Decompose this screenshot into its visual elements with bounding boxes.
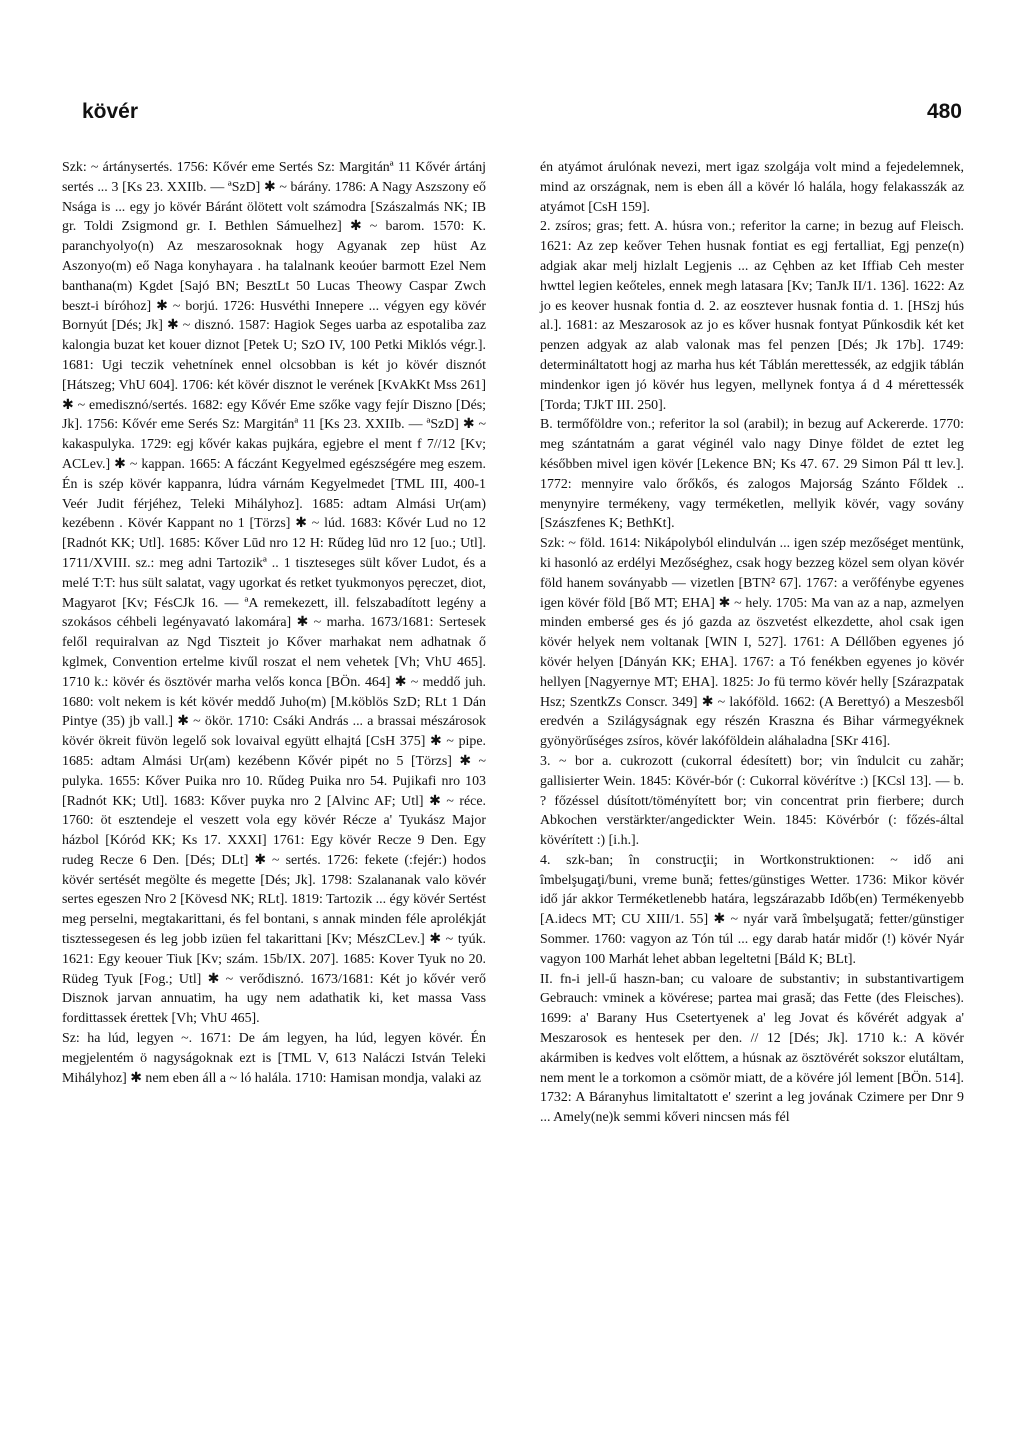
entry-paragraph: én atyámot árulónak nevezi, mert igaz szolgája volt mind a fejedelemnek, mind az országnak, nem is eben áll a kövér ló halála, hogy felakasszák az atyámot [CsH 159]. xyxy=(540,160,964,215)
entry-paragraph: 3. ~ bor a. cukrozott (cukorral édesített) bor; vin îndulcit cu zahăr; gallisierter Wein. 1845: Kövér-bór (: Cukorral kövérítve :) [KCsl 13]. — b. ? főzéssel dúsított/töményített bor; vin concentrat prin fierbere; durch Abkochen verstärkter/angedickter Wein. 1845: Kövérbór (: főzés-által kövérített :) [i.h.]. xyxy=(540,753,964,849)
running-headword: kövér xyxy=(82,100,139,123)
entry-paragraph: Szk: ~ föld. 1614: Nikápolyból elindulván ... igen szép mezőséget mentünk, ki hasonló az erdélyi Mezőséghez, csak hogy bezzeg közel sem olyan kövér föld hanem soványabb — vizetlen [BTN² 67]. 1767: a verőfénybe egyenes igen kövér föld [Bő MT; EHA] ✱ ~ hely. 1705: Ma van az a nap, azmelyen minden embersé ges és jó gazda az öszvetést elkezdette, ahol csak igen kövér helyek nem voltanak [WIN I, 527]. 1761: A Déllőben egyenes jó kövér helyen [Dányán KK; EHA]. 1767: a Tó fenékben egyenes jo kövér hellyen [Nagyernye MT; EHA]. 1825: Jo fü termo kövér helly [Szárazpatak Hsz; SzentkZs Conscr. 349] ✱ ~ lakóföld. 1662: (A Berettyó) a Meszesből eredvén a Szilágyságnak egy részén Kraszna és Bihar vármegyéknek gyönyörűséges zsíros, kövér lakóföldein aláhaladna [SKr 416]. xyxy=(540,536,964,750)
entry-paragraph: II. fn-i jell-ű haszn-ban; cu valoare de substantiv; in substantivartigem Gebrauch: vminek a kövérese; partea mai grasă; das Fette (des Fleisches). 1699: a' Barany Hus Csetertyenek a' leg Jovat és kővérét adgyak a' Meszarosok es hentesek per den. // 12 [Dés; Jk]. 1710 k.: A kövér akármiben is kedves volt előttem, a húsnak az ösztövérét sokszor elutáltam, nem ment le a torkomon a csömör miatt, de a kövére jól lement [BÖn. 514]. 1732: A Báranyhus limitaltatott e' szerint a leg jovának Czimere per Dnr 9 ... Amely(ne)k semmi kőveri nincsen más fél xyxy=(540,971,964,1126)
page-header xyxy=(82,100,962,140)
entry-paragraph: B. termőföldre von.; referitor la sol (arabil); in bezug auf Ackererde. 1770: meg szántatnám a garat véginél valo nagy Dinye földet de eztet leg későbben mivel igen kövér [Lekence BN; Ks 47. 67. 29 Simon Pál tt lev.]. 1772: mennyire valo őrőkős, és zalogos Majorság Szánto Főldek .. menynyire termékeny, vagy terméketlen, mellyik kövér, vagy sovány [Szászfenes K; BethKt]. xyxy=(540,417,964,532)
entry-paragraph: 4. szk-ban; în construcţii; in Wortkonstruktionen: ~ idő ani îmbelşugaţi/buni, vreme bună; fettes/günstiges Wetter. 1736: Mikor kövér idő jár akkor Terméketlenebb határa, legszárazabb Időb(en) Termékenyebb [A.idecs MT; CU XIII/1. 55] ✱ ~ nyár vară îmbelşugată; fetter/günstiger Sommer. 1760: vagyon az Tón túl ... egy darab határ midőr (!) kövér Nyár vagyon 100 Marhát lehet abban legeltetni [Báld K; BLt]. xyxy=(540,852,964,967)
left-column xyxy=(62,158,486,1088)
entry-paragraph: Sz: ha lúd, legyen ~. 1671: De ám legyen, ha lúd, legyen kövér. Én megjelentém ö nagyságoknak ezt is [TML V, 613 Naláczi István Teleki Mihályhoz] ✱ nem eben áll a ~ ló halála. 1710: Hamisan mondja, valaki az xyxy=(62,1031,486,1086)
right-column xyxy=(540,158,964,1128)
entry-paragraph: 2. zsíros; gras; fett. A. húsra von.; referitor la carne; in bezug auf Fleisch. 1621: Az zep keőver Tehen husnak fontiat es egj fertalliat, Egj penze(n) adgiak akar melj hizlalt Legjenis ... az Cęhben az ket Iffiab Ceh mester hwttel legien keőteles, ennek megh latasara [Kv; TanJk II/1. 136]. 1622: Az jo es keover husnak fontia d. 2. az eosztever husnak fontia d. 1. [HSzj hús al.]. 1681: az Meszarosok az jo es kőver husnak fontyat Pűnkosdik két ket penzen adgyak az alab valonak mas fel penzen [Dés; Jk 17b]. 1749: determináltatott hogj az marha hus két Táblán merettessék, az edgjik táblán mindenkor igen jó kövér hus legyen, mellynek fontya á d 4 mérettessék [Torda; TJkT III. 250]. xyxy=(540,219,964,413)
entry-paragraph: Szk: ~ ártánysertés. 1756: Kővér eme Sertés Sz: Margitánª 11 Kővér ártánj sertés ... 3 [Ks 23. XXIIb. — ªSzD] ✱ ~ bárány. 1786: A Nagy Aszszony eő Nsága is ... egy jo kövér Báránt ölötett volt számodra [Szászalmás NK; IB gr. Toldi Zsigmond gr. I. Bethlen Sámuelhez] ✱ ~ barom. 1570: K. paranchyolyo(n) Az meszarosoknak hogy Agyanak zep hüst Az Aszonyo(m) eő Naga konyhayara . ha talalnank keoúer barmott Ezel Nem banthana(m) Kgdet [Sajó BN; BesztLt 50 Lucas Theowy Caspar Zwch beszt-i bíróhoz] ✱ ~ borjú. 1726: Husvéthi Innepere ... végyen egy kövér Bornyút [Dés; Jk] ✱ ~ disznó. 1587: Hagiok Seges uarba az espotaliba zaz kalongia buzat ket kouer diznot [Petek U; SzO IV, 100 Petki Miklós végr.]. 1681: Ugi teczik vehetnínek ennel olcsobban is két jo kövér disznót [Hátszeg; VhU 604]. 1706: két kövér disznot le verének [KvAkKt Mss 261] ✱ ~ emedisznó/sertés. 1682: egy Kővér Eme szőke vagy fejír Diszno [Dés; Jk]. 1756: Kővér eme Serés Sz: Margitánª 11 [Ks 23. XXIIb. — ªSzD] ✱ ~ kakaspulyka. 1729: egj kővér kakas pujkára, egjebre el ment f 7//12 [Kv; ACLev.] ✱ ~ kappan. 1665: A fáczánt Kegyelmed egészségére meg eszem. Én is szép kövér kappanra, lúdra várnám Kegyelmedet [TML III, 400-1 Veér Judit férjéhez, Teleki Mihályhoz]. 1685: adtam Almási Ur(am) kezébenn . Kövér Kappant no 1 [Törzs] ✱ ~ lúd. 1683: Kővér Lud no 12 [Radnót KK; Utl]. 1685: Kőver Lūd nro 12 H: Rűdeg lūd nro 12 [uo.; Utl]. 1711/XVIII. sz.: meg adni Tartozikª .. 1 tiszteseges sült kőver Ludot, és a melé T:T: hus sült salatat, vagy ugorkat és retket tyukmonyos pęreczet, diot, Magyarot [Kv; FésCJk 16. — ªA remekezett, ill. felszabadított legény a szokásos céhbeli legényavató lakomára] ✱ ~ marha. 1673/1681: Sertesek felől requiralvan az Ngd Tiszteit jo Kőver marhakat nem adhatnak ő kglmek, Convention ertelme kivűl roszat el nem vehetek [Vh; VhU 465]. 1710 k.: kövér és ösztövér marha velős konca [BÖn. 464] ✱ ~ meddő juh. 1680: volt nekem is két kövér meddő Juho(m) [M.köblös SzD; RLt 1 Dán Pintye (35) jb vall.] ✱ ~ ökör. 1710: Csáki András ... a brassai mészárosok kövér ökreit füvön legelő sok lovaival együtt elhajtá [CsH 375] ✱ ~ pipe. 1685: adtam Almási Ur(am) kezébenn Kővér pipét no 5 [Törzs] ✱ ~ pulyka. 1655: Kőver Puika nro 10. Rűdeg Puika nro 54. Pujikafi nro 103 [Radnót KK; Utl]. 1683: Kőver puyka nro 2 [Alvinc AF; Utl] ✱ ~ réce. 1760: öt esztendeje el veszett vola egy kövér Récze a' Tyukász Major házbol [Kóród KK; Ks 17. XXXI] 1761: Egy kövér Recze 9 Den. Egy rudeg Recze 6 Den. [Dés; DLt] ✱ ~ sertés. 1726: fekete (:fejér:) hodos kövér sertését megölte és megette [Dés; Jk]. 1798: Szalananak valo kövér sertes egeszen Nro 2 [Kövesd NK; RLt]. 1819: Tartozik ... égy kövér Sertést meg perselni, megtakarittani, és fel bontani, s annak minden féle aprolékját tisztessegesen és leg jobb izüen fel takarittani [Kv; MészCLev.] ✱ ~ tyúk. 1621: Egy keouer Tiuk [Kv; szám. 15b/IX. 207]. 1685: Kover Tyuk no 20. Rüdeg Tyuk [Fog.; Utl] ✱ ~ verődisznó. 1673/1681: Két jo kővér verő Disznok jarvan annuatim, ha ugy nem adathatik ki, ket massa Vass fordittassek érettek [Vh; VhU 465]. xyxy=(62,160,486,1027)
page-number: 480 xyxy=(926,100,962,123)
